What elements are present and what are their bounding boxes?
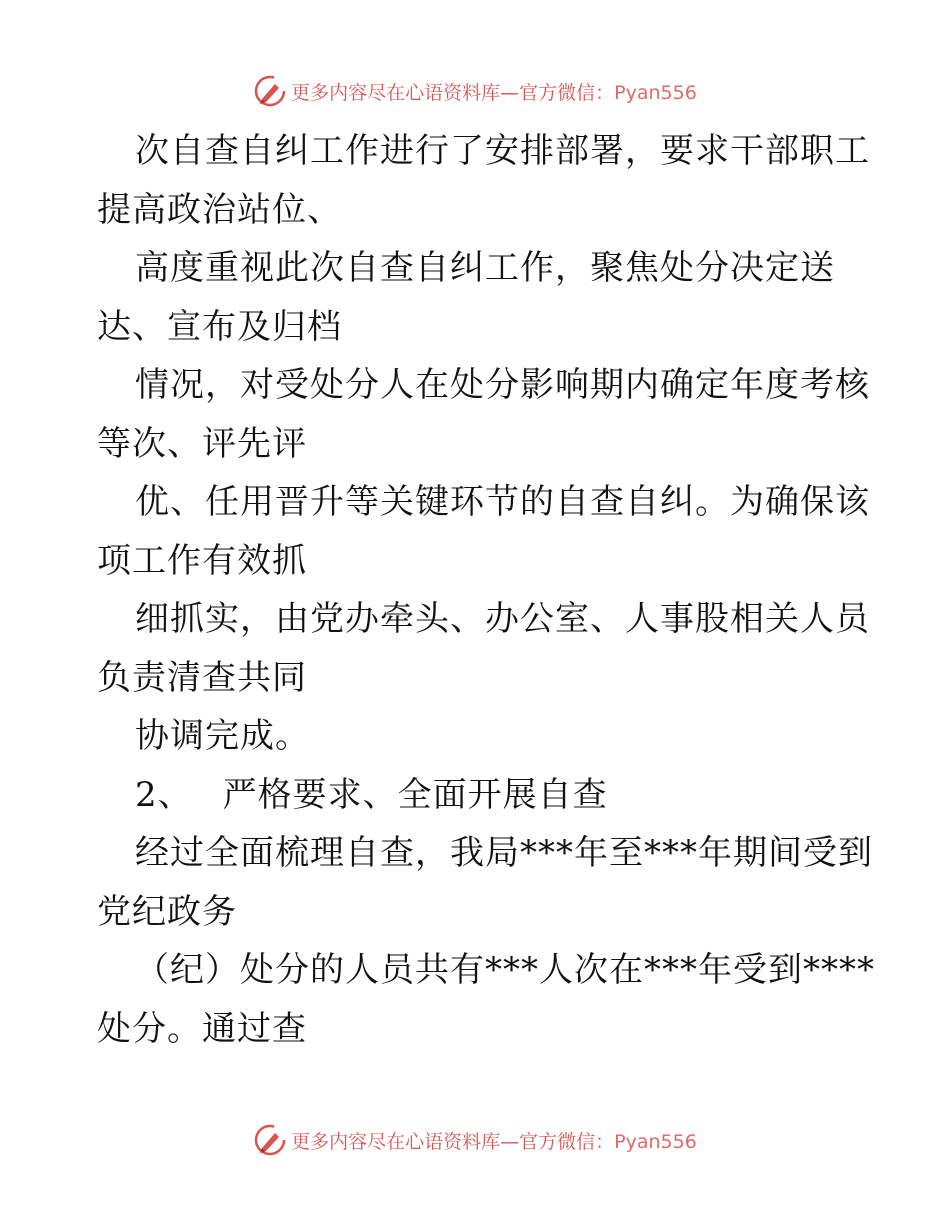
paragraph-line: 项工作有效抓 [97,540,307,581]
paragraph-line: 处分。通过查 [97,1008,307,1049]
pen-logo-icon [253,74,287,108]
document-body [97,122,875,1058]
paragraph-line: 优、任用晋升等关键环节的自查自纠。为确保该 [135,482,870,522]
paragraph-line: 负责清查共同 [97,657,307,698]
paragraph-line: 达、宣布及归档 [97,306,342,347]
banner-text: 更多内容尽在心语资料库—官方微信：Pyan556 [291,1130,697,1153]
paragraph-line: 情况，对受处分人在处分影响期内确定年度考核 [135,365,870,405]
footer-banner [0,1120,950,1160]
paragraph-line: 细抓实，由党办牵头、办公室、人事股相关人员 [135,599,870,639]
paragraph-line: 高度重视此次自查自纠工作，聚焦处分决定送 [135,248,835,288]
pen-logo-icon [253,1123,287,1157]
paragraph-line: 次自查自纠工作进行了安排部署，要求干部职工 [135,131,870,171]
section-number: 2、 [135,774,193,815]
paragraph-line: （纪）处分的人员共有***人次在***年受到**** [135,950,875,990]
paragraph-line: 等次、评先评 [97,423,307,464]
header-banner [0,71,950,111]
section-heading [97,766,857,825]
paragraph-line: 经过全面梳理自查，我局***年至***年期间受到 [135,833,873,873]
paragraph-line: 提高政治站位、 [97,189,342,230]
paragraph-line: 协调完成。 [135,716,310,756]
banner-text: 更多内容尽在心语资料库—官方微信：Pyan556 [291,81,697,104]
section-title: 严格要求、全面开展自查 [222,774,608,815]
paragraph-line: 党纪政务 [97,891,237,932]
